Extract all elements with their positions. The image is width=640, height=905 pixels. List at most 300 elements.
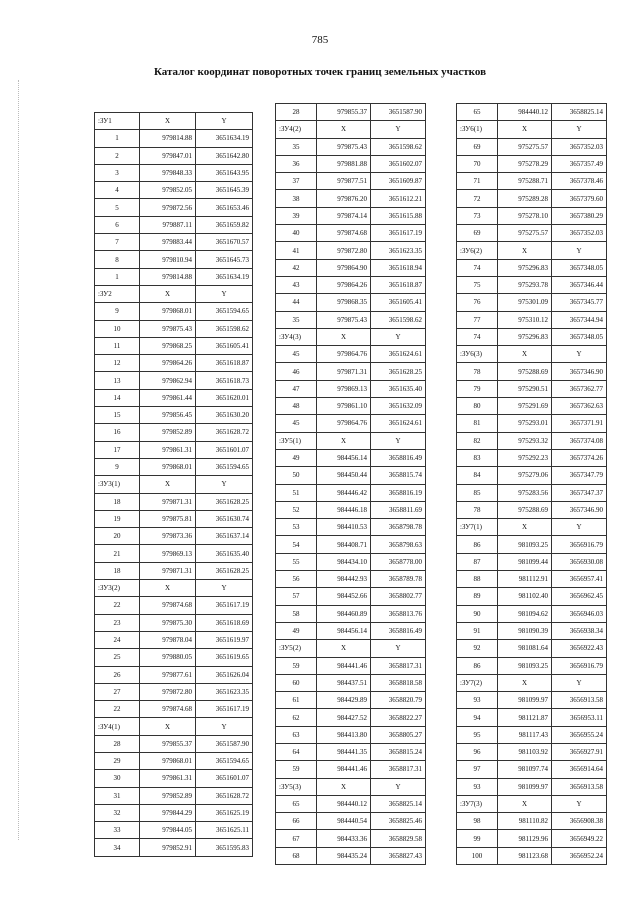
coordinate-row [457, 173, 607, 190]
y-coordinate: 3658815.74 [371, 467, 426, 484]
point-number: 5 [95, 199, 140, 216]
coordinate-row [95, 372, 253, 389]
point-number: 93 [457, 692, 498, 709]
y-coordinate: 3651601.07 [196, 770, 253, 787]
point-number: 62 [276, 709, 317, 726]
x-coordinate: 984441.35 [317, 743, 371, 760]
parcel-label: :ЗУ5(2) [276, 640, 317, 657]
x-column-header: X [140, 718, 196, 735]
y-coordinate: 3651619.65 [196, 649, 253, 666]
x-coordinate: 979883.44 [140, 234, 196, 251]
y-column-header: Y [552, 121, 607, 138]
point-number: 28 [95, 735, 140, 752]
point-number: 16 [95, 424, 140, 441]
coordinate-row [276, 692, 426, 709]
x-coordinate: 979844.05 [140, 822, 196, 839]
point-number: 20 [95, 528, 140, 545]
point-number: 58 [276, 605, 317, 622]
point-number: 67 [276, 830, 317, 847]
point-number: 29 [95, 752, 140, 769]
x-coordinate: 979864.26 [140, 355, 196, 372]
y-coordinate: 3658811.69 [371, 501, 426, 518]
y-coordinate: 3657362.77 [552, 380, 607, 397]
x-coordinate: 984440.12 [498, 104, 552, 121]
coordinate-row [457, 328, 607, 345]
parcel-header-row [276, 640, 426, 657]
y-coordinate: 3657346.90 [552, 363, 607, 380]
x-coordinate: 975293.01 [498, 415, 552, 432]
x-coordinate: 979878.04 [140, 631, 196, 648]
x-coordinate: 979874.68 [140, 597, 196, 614]
y-coordinate: 3651635.40 [371, 380, 426, 397]
y-coordinate: 3657379.60 [552, 190, 607, 207]
coordinate-row [276, 415, 426, 432]
x-column-header: X [140, 113, 196, 130]
x-coordinate: 981097.74 [498, 761, 552, 778]
point-number: 24 [95, 631, 140, 648]
point-number: 69 [457, 225, 498, 242]
y-coordinate: 3658798.78 [371, 519, 426, 536]
point-number: 68 [276, 847, 317, 864]
parcel-header-row [457, 242, 607, 259]
y-coordinate: 3651594.65 [196, 752, 253, 769]
y-coordinate: 3651624.61 [371, 415, 426, 432]
x-coordinate: 979872.80 [140, 683, 196, 700]
coordinate-row [457, 830, 607, 847]
coordinate-row [95, 545, 253, 562]
x-coordinate: 975310.12 [498, 311, 552, 328]
coordinate-row [457, 363, 607, 380]
x-column-header: X [317, 121, 371, 138]
y-coordinate: 3656916.79 [552, 657, 607, 674]
y-coordinate: 3656913.58 [552, 778, 607, 795]
point-number: 4 [95, 182, 140, 199]
y-coordinate: 3651645.73 [196, 251, 253, 268]
point-number: 6 [95, 216, 140, 233]
point-number: 27 [95, 683, 140, 700]
y-coordinate: 3657347.37 [552, 484, 607, 501]
point-number: 40 [276, 225, 317, 242]
y-column-header: Y [196, 476, 253, 493]
y-coordinate: 3651643.95 [196, 164, 253, 181]
point-number: 78 [457, 363, 498, 380]
x-coordinate: 979864.26 [317, 276, 371, 293]
y-coordinate: 3658825.14 [552, 104, 607, 121]
x-coordinate: 981093.25 [498, 536, 552, 553]
coordinate-row [95, 199, 253, 216]
y-coordinate: 3658822.27 [371, 709, 426, 726]
y-coordinate: 3651653.46 [196, 199, 253, 216]
x-coordinate: 984429.89 [317, 692, 371, 709]
x-coordinate: 979855.37 [140, 735, 196, 752]
x-coordinate: 979848.33 [140, 164, 196, 181]
y-coordinate: 3651595.83 [196, 839, 253, 856]
point-number: 90 [457, 605, 498, 622]
x-coordinate: 984410.53 [317, 519, 371, 536]
x-coordinate: 979852.89 [140, 424, 196, 441]
x-coordinate: 981099.97 [498, 778, 552, 795]
x-coordinate: 979844.29 [140, 804, 196, 821]
y-coordinate: 3658802.77 [371, 588, 426, 605]
point-number: 86 [457, 536, 498, 553]
point-number: 21 [95, 545, 140, 562]
x-coordinate: 979864.90 [317, 259, 371, 276]
x-coordinate: 981129.96 [498, 830, 552, 847]
coordinate-row [276, 155, 426, 172]
x-coordinate: 975278.10 [498, 207, 552, 224]
coordinate-row [95, 164, 253, 181]
y-coordinate: 3658825.46 [371, 813, 426, 830]
point-number: 81 [457, 415, 498, 432]
x-coordinate: 975288.69 [498, 363, 552, 380]
point-number: 65 [276, 795, 317, 812]
point-number: 41 [276, 242, 317, 259]
parcel-label: :ЗУ6(2) [457, 242, 498, 259]
point-number: 25 [95, 649, 140, 666]
y-coordinate: 3651618.87 [371, 276, 426, 293]
point-number: 64 [276, 743, 317, 760]
point-number: 92 [457, 640, 498, 657]
y-coordinate: 3651630.20 [196, 407, 253, 424]
parcel-header-row [457, 674, 607, 691]
y-coordinate: 3658818.58 [371, 674, 426, 691]
y-coordinate: 3658816.49 [371, 622, 426, 639]
point-number: 97 [457, 761, 498, 778]
x-coordinate: 979810.94 [140, 251, 196, 268]
coordinate-row [95, 147, 253, 164]
parcel-header-row [457, 346, 607, 363]
point-number: 80 [457, 398, 498, 415]
x-column-header: X [317, 432, 371, 449]
coordinate-row [457, 571, 607, 588]
parcel-label: :ЗУ7(2) [457, 674, 498, 691]
coordinate-row [276, 207, 426, 224]
point-number: 14 [95, 389, 140, 406]
y-coordinate: 3651618.69 [196, 614, 253, 631]
coordinate-row [457, 225, 607, 242]
coordinate-row [95, 528, 253, 545]
coordinate-row [276, 484, 426, 501]
x-coordinate: 975289.28 [498, 190, 552, 207]
coordinate-row [457, 709, 607, 726]
y-coordinate: 3651619.97 [196, 631, 253, 648]
x-coordinate: 979875.30 [140, 614, 196, 631]
x-coordinate: 979887.11 [140, 216, 196, 233]
y-coordinate: 3656957.41 [552, 571, 607, 588]
y-column-header: Y [371, 121, 426, 138]
coordinate-row [457, 259, 607, 276]
point-number: 22 [95, 597, 140, 614]
y-column-header: Y [552, 346, 607, 363]
x-column-header: X [140, 285, 196, 302]
y-coordinate: 3651601.07 [196, 441, 253, 458]
coordinate-row [457, 622, 607, 639]
coordinate-row [276, 726, 426, 743]
x-coordinate: 975296.83 [498, 328, 552, 345]
y-coordinate: 3656938.34 [552, 622, 607, 639]
y-coordinate: 3651626.04 [196, 666, 253, 683]
coordinate-row [276, 294, 426, 311]
coordinates-table-1 [94, 112, 253, 857]
point-number: 95 [457, 726, 498, 743]
coordinate-row [276, 761, 426, 778]
y-coordinate: 3657362.63 [552, 398, 607, 415]
coordinate-row [276, 259, 426, 276]
coordinate-row [457, 726, 607, 743]
x-coordinate: 979872.56 [140, 199, 196, 216]
coordinate-row [276, 173, 426, 190]
x-coordinate: 975288.69 [498, 501, 552, 518]
coordinate-row [457, 432, 607, 449]
point-number: 1 [95, 268, 140, 285]
point-number: 34 [95, 839, 140, 856]
x-coordinate: 981081.64 [498, 640, 552, 657]
coordinate-row [457, 380, 607, 397]
x-coordinate: 979874.14 [317, 207, 371, 224]
coordinates-table-2 [275, 103, 426, 865]
point-number: 39 [276, 207, 317, 224]
point-number: 93 [457, 778, 498, 795]
x-coordinate: 981093.25 [498, 657, 552, 674]
coordinate-row [457, 640, 607, 657]
coordinate-row [95, 355, 253, 372]
y-coordinate: 3656952.24 [552, 847, 607, 864]
point-number: 13 [95, 372, 140, 389]
point-number: 31 [95, 787, 140, 804]
point-number: 59 [276, 761, 317, 778]
y-coordinate: 3658816.19 [371, 484, 426, 501]
coordinate-row [457, 657, 607, 674]
x-coordinate: 979869.13 [140, 545, 196, 562]
coordinate-row [457, 311, 607, 328]
x-column-header: X [498, 674, 552, 691]
x-coordinate: 979875.43 [317, 138, 371, 155]
y-column-header: Y [196, 718, 253, 735]
coordinate-row [95, 458, 253, 475]
y-coordinate: 3656946.03 [552, 605, 607, 622]
page-number: 785 [311, 34, 329, 46]
x-column-header: X [498, 121, 552, 138]
x-coordinate: 981099.44 [498, 553, 552, 570]
x-coordinate: 979874.68 [140, 701, 196, 718]
y-coordinate: 3656908.38 [552, 813, 607, 830]
parcel-header-row [276, 778, 426, 795]
parcel-header-row [457, 795, 607, 812]
point-number: 98 [457, 813, 498, 830]
coordinate-row [457, 605, 607, 622]
x-coordinate: 975275.57 [498, 225, 552, 242]
coordinate-row [457, 692, 607, 709]
point-number: 7 [95, 234, 140, 251]
y-coordinate: 3656913.58 [552, 692, 607, 709]
x-coordinate: 984442.93 [317, 571, 371, 588]
point-number: 77 [457, 311, 498, 328]
coordinate-row [276, 501, 426, 518]
point-number: 63 [276, 726, 317, 743]
coordinate-row [95, 216, 253, 233]
x-coordinate: 984413.80 [317, 726, 371, 743]
coordinate-row [95, 441, 253, 458]
y-coordinate: 3651612.21 [371, 190, 426, 207]
point-number: 49 [276, 622, 317, 639]
y-coordinate: 3658805.27 [371, 726, 426, 743]
y-coordinate: 3658817.31 [371, 761, 426, 778]
coordinate-row [457, 553, 607, 570]
x-coordinate: 981112.91 [498, 571, 552, 588]
x-coordinate: 984408.71 [317, 536, 371, 553]
parcel-header-row [457, 519, 607, 536]
coordinate-row [276, 743, 426, 760]
x-coordinate: 979847.01 [140, 147, 196, 164]
y-coordinate: 3657348.05 [552, 328, 607, 345]
x-coordinate: 984434.10 [317, 553, 371, 570]
x-coordinate: 979868.35 [317, 294, 371, 311]
point-number: 10 [95, 320, 140, 337]
y-coordinate: 3651609.87 [371, 173, 426, 190]
y-coordinate: 3651617.19 [371, 225, 426, 242]
coordinate-row [276, 847, 426, 864]
y-coordinate: 3657345.77 [552, 294, 607, 311]
point-number: 23 [95, 614, 140, 631]
y-coordinate: 3658827.43 [371, 847, 426, 864]
y-coordinate: 3656962.45 [552, 588, 607, 605]
y-coordinate: 3651617.19 [196, 701, 253, 718]
point-number: 32 [95, 804, 140, 821]
y-coordinate: 3651605.41 [196, 337, 253, 354]
point-number: 35 [276, 138, 317, 155]
y-coordinate: 3656927.91 [552, 743, 607, 760]
x-coordinate: 975292.23 [498, 449, 552, 466]
point-number: 8 [95, 251, 140, 268]
parcel-header-row [95, 718, 253, 735]
point-number: 74 [457, 259, 498, 276]
point-number: 51 [276, 484, 317, 501]
point-number: 72 [457, 190, 498, 207]
coordinate-row [276, 449, 426, 466]
coordinate-row [95, 407, 253, 424]
point-number: 61 [276, 692, 317, 709]
coordinate-row [276, 605, 426, 622]
y-coordinate: 3657378.46 [552, 173, 607, 190]
x-coordinate: 979852.89 [140, 787, 196, 804]
x-coordinate: 979876.20 [317, 190, 371, 207]
y-coordinate: 3651587.90 [371, 104, 426, 121]
x-coordinate: 984456.14 [317, 622, 371, 639]
x-coordinate: 979864.76 [317, 346, 371, 363]
y-coordinate: 3658816.49 [371, 449, 426, 466]
y-coordinate: 3651642.80 [196, 147, 253, 164]
x-coordinate: 984456.14 [317, 449, 371, 466]
point-number: 35 [276, 311, 317, 328]
x-column-header: X [498, 795, 552, 812]
x-coordinate: 979868.01 [140, 303, 196, 320]
point-number: 100 [457, 847, 498, 864]
point-number: 86 [457, 657, 498, 674]
y-coordinate: 3651635.40 [196, 545, 253, 562]
y-coordinate: 3658825.14 [371, 795, 426, 812]
x-coordinate: 981090.39 [498, 622, 552, 639]
y-coordinate: 3651598.62 [371, 138, 426, 155]
coordinate-row [95, 268, 253, 285]
y-coordinate: 3657344.94 [552, 311, 607, 328]
point-number: 38 [276, 190, 317, 207]
x-coordinate: 981094.62 [498, 605, 552, 622]
x-column-header: X [140, 580, 196, 597]
coordinate-row [276, 571, 426, 588]
coordinate-row [457, 467, 607, 484]
parcel-header-row [95, 476, 253, 493]
parcel-label: :ЗУ4(2) [276, 121, 317, 138]
y-coordinate: 3651628.25 [196, 562, 253, 579]
x-coordinate: 979861.44 [140, 389, 196, 406]
point-number: 50 [276, 467, 317, 484]
coordinate-row [95, 510, 253, 527]
x-coordinate: 981103.92 [498, 743, 552, 760]
y-coordinate: 3651587.90 [196, 735, 253, 752]
y-coordinate: 3656953.11 [552, 709, 607, 726]
point-number: 76 [457, 294, 498, 311]
coordinate-row [95, 735, 253, 752]
coordinate-row [95, 822, 253, 839]
point-number: 11 [95, 337, 140, 354]
y-coordinate: 3651620.01 [196, 389, 253, 406]
coordinate-row [457, 484, 607, 501]
point-number: 70 [457, 155, 498, 172]
parcel-label: :ЗУ6(1) [457, 121, 498, 138]
point-number: 79 [457, 380, 498, 397]
x-coordinate: 979877.51 [317, 173, 371, 190]
point-number: 9 [95, 458, 140, 475]
y-coordinate: 3656955.24 [552, 726, 607, 743]
parcel-header-row [95, 285, 253, 302]
parcel-label: :ЗУ4(3) [276, 328, 317, 345]
point-number: 9 [95, 303, 140, 320]
y-column-header: Y [196, 580, 253, 597]
y-coordinate: 3657346.44 [552, 276, 607, 293]
coordinate-row [276, 311, 426, 328]
point-number: 15 [95, 407, 140, 424]
coordinate-row [276, 622, 426, 639]
point-number: 71 [457, 173, 498, 190]
point-number: 47 [276, 380, 317, 397]
y-coordinate: 3651628.25 [196, 493, 253, 510]
x-coordinate: 979872.80 [317, 242, 371, 259]
scan-margin-line [18, 80, 19, 840]
y-coordinate: 3651617.19 [196, 597, 253, 614]
coordinate-row [457, 190, 607, 207]
point-number: 59 [276, 657, 317, 674]
point-number: 3 [95, 164, 140, 181]
y-column-header: Y [196, 113, 253, 130]
point-number: 17 [95, 441, 140, 458]
coordinate-row [95, 234, 253, 251]
y-coordinate: 3651645.39 [196, 182, 253, 199]
x-coordinate: 979871.31 [140, 562, 196, 579]
coordinate-row [276, 346, 426, 363]
x-coordinate: 975290.51 [498, 380, 552, 397]
y-coordinate: 3651594.65 [196, 303, 253, 320]
y-coordinate: 3658798.63 [371, 536, 426, 553]
point-number: 88 [457, 571, 498, 588]
point-number: 42 [276, 259, 317, 276]
y-coordinate: 3657371.91 [552, 415, 607, 432]
point-number: 36 [276, 155, 317, 172]
x-coordinate: 979855.37 [317, 104, 371, 121]
parcel-label: :ЗУ3(1) [95, 476, 140, 493]
y-coordinate: 3658829.58 [371, 830, 426, 847]
x-coordinate: 979871.31 [140, 493, 196, 510]
coordinate-row [276, 104, 426, 121]
